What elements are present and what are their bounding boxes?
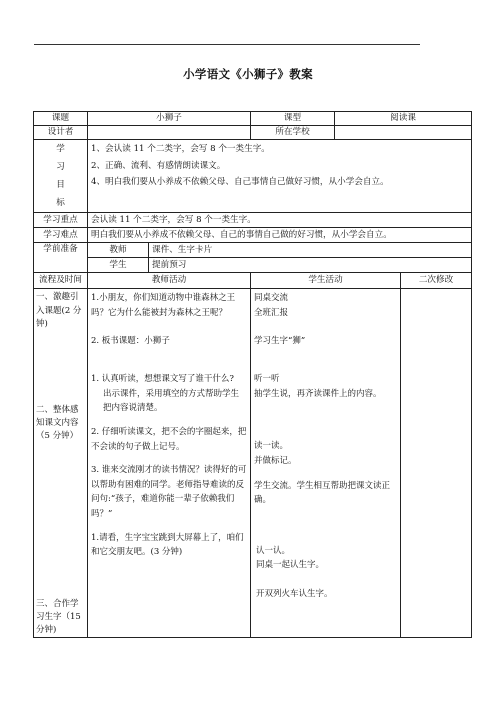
objectives-label-char: 目 [56, 180, 65, 191]
header-rule [34, 44, 420, 45]
teacher-activity: 1.请看，生字宝宝跳到大屏幕上了，咱们和它交朋友吧。(3 分钟) [91, 532, 244, 558]
teacher-activity: 2. 仔细听读课文，把不会的字圈起来，把不会读的句子做上记号。 [91, 426, 247, 452]
student-activity: 同桌一起认生字。 [256, 560, 325, 571]
course-label: 课题 [34, 112, 88, 126]
difficulties-row [34, 228, 472, 243]
flow-content-row [34, 289, 472, 638]
course-row [34, 112, 472, 126]
teacher-activity: 1.小朋友，你们知道动物中谁森林之王吗？它为什么能被封为森林之王呢？ [91, 293, 236, 318]
student-activity: 读一读。 [254, 441, 289, 452]
flow-header-row [34, 273, 472, 289]
key-points-value: 会认读 11 个二类字，会写 8 个一类生字。 [88, 213, 472, 228]
type-label: 课型 [251, 112, 335, 126]
objectives-label-char: 标 [56, 198, 65, 209]
flow-stages [34, 289, 88, 638]
key-points-row [34, 213, 472, 228]
prep-teacher-value: 课件、生字卡片 [149, 243, 472, 258]
student-activity: 同桌交流 [254, 293, 289, 304]
teacher-activity: 1. 认真听读，想想课文写了谁干什么? [91, 374, 234, 385]
objective-item: 4、明白我们要从小养成不依赖父母、自己事情自己做好习惯，从小学会自立。 [91, 176, 389, 187]
objectives-label-char: 学 [56, 144, 65, 155]
school-value [335, 126, 472, 140]
preparation-label: 学前准备 [34, 243, 88, 273]
student-activity: 认一认。 [256, 545, 291, 556]
student-activity: 并做标记。 [254, 455, 297, 466]
objective-item: 1、会认读 11 个二类字，会写 8 个一类生字。 [91, 144, 270, 155]
student-activity: 学习生字“狮” [254, 335, 306, 346]
difficulties-label: 学习难点 [34, 228, 88, 243]
designer-value [88, 126, 251, 140]
student-activity: 开双列火车认生字。 [256, 588, 333, 599]
teacher-activity: 2. 板书课题：小狮子 [91, 335, 170, 346]
document-title: 小学语文《小狮子》教案 [183, 67, 313, 81]
school-label: 所在学校 [251, 126, 335, 140]
objectives-label-char: 习 [56, 162, 65, 173]
prep-student-row [34, 258, 472, 273]
flow-header-stage: 流程及时间 [34, 273, 88, 289]
prep-student-label: 学生 [88, 258, 149, 273]
flow-header-student: 学生活动 [251, 273, 401, 289]
lesson-plan-table [33, 111, 472, 638]
teacher-activities [88, 289, 251, 638]
student-activity: 全班汇报 [254, 308, 289, 318]
flow-header-revision: 二次修改 [401, 273, 472, 289]
course-value: 小狮子 [88, 112, 251, 126]
stage-1: 一、激趣引入课题(2 分钟) [36, 292, 82, 329]
objective-item: 2、正确、流利、有感情朗读课文。 [91, 160, 226, 171]
designer-label: 设计者 [34, 126, 88, 140]
flow-header-teacher: 教师活动 [88, 273, 251, 289]
prep-teacher-label: 教师 [88, 243, 149, 258]
key-points-label: 学习重点 [34, 213, 88, 228]
student-activity: 学生交流。学生相互帮助把课文读正确。 [254, 480, 391, 506]
difficulties-value: 明白我们要从小养成不依赖父母、自己的事情自己做的好习惯，从小学会自立。 [88, 228, 472, 243]
student-activities [251, 289, 401, 638]
revision-cell [401, 289, 472, 638]
student-activity: 听一听 [254, 374, 280, 385]
teacher-activity: 出示课件，采用填空的方式帮助学生把内容说清楚。 [103, 388, 240, 414]
student-activity: 抽学生说，再齐读课件上的内容。 [254, 388, 382, 399]
objectives-row [34, 140, 472, 213]
prep-student-value: 提前预习 [149, 258, 472, 273]
designer-row [34, 126, 472, 140]
objectives-content [88, 140, 472, 213]
prep-teacher-row [34, 243, 472, 258]
objectives-label [34, 140, 88, 213]
stage-3: 三、合作学习生字（15 分钟) [36, 598, 81, 636]
stage-2: 二、整体感知课文内容（5 分钟） [36, 405, 79, 442]
type-value: 阅读课 [335, 112, 472, 126]
teacher-activity: 3. 谁来交流刚才的读书情况？读得好的可以帮助有困难的同学。老师指导难读的反问句:“孩子，难道你能一辈子依赖我们吗？” [91, 465, 247, 519]
